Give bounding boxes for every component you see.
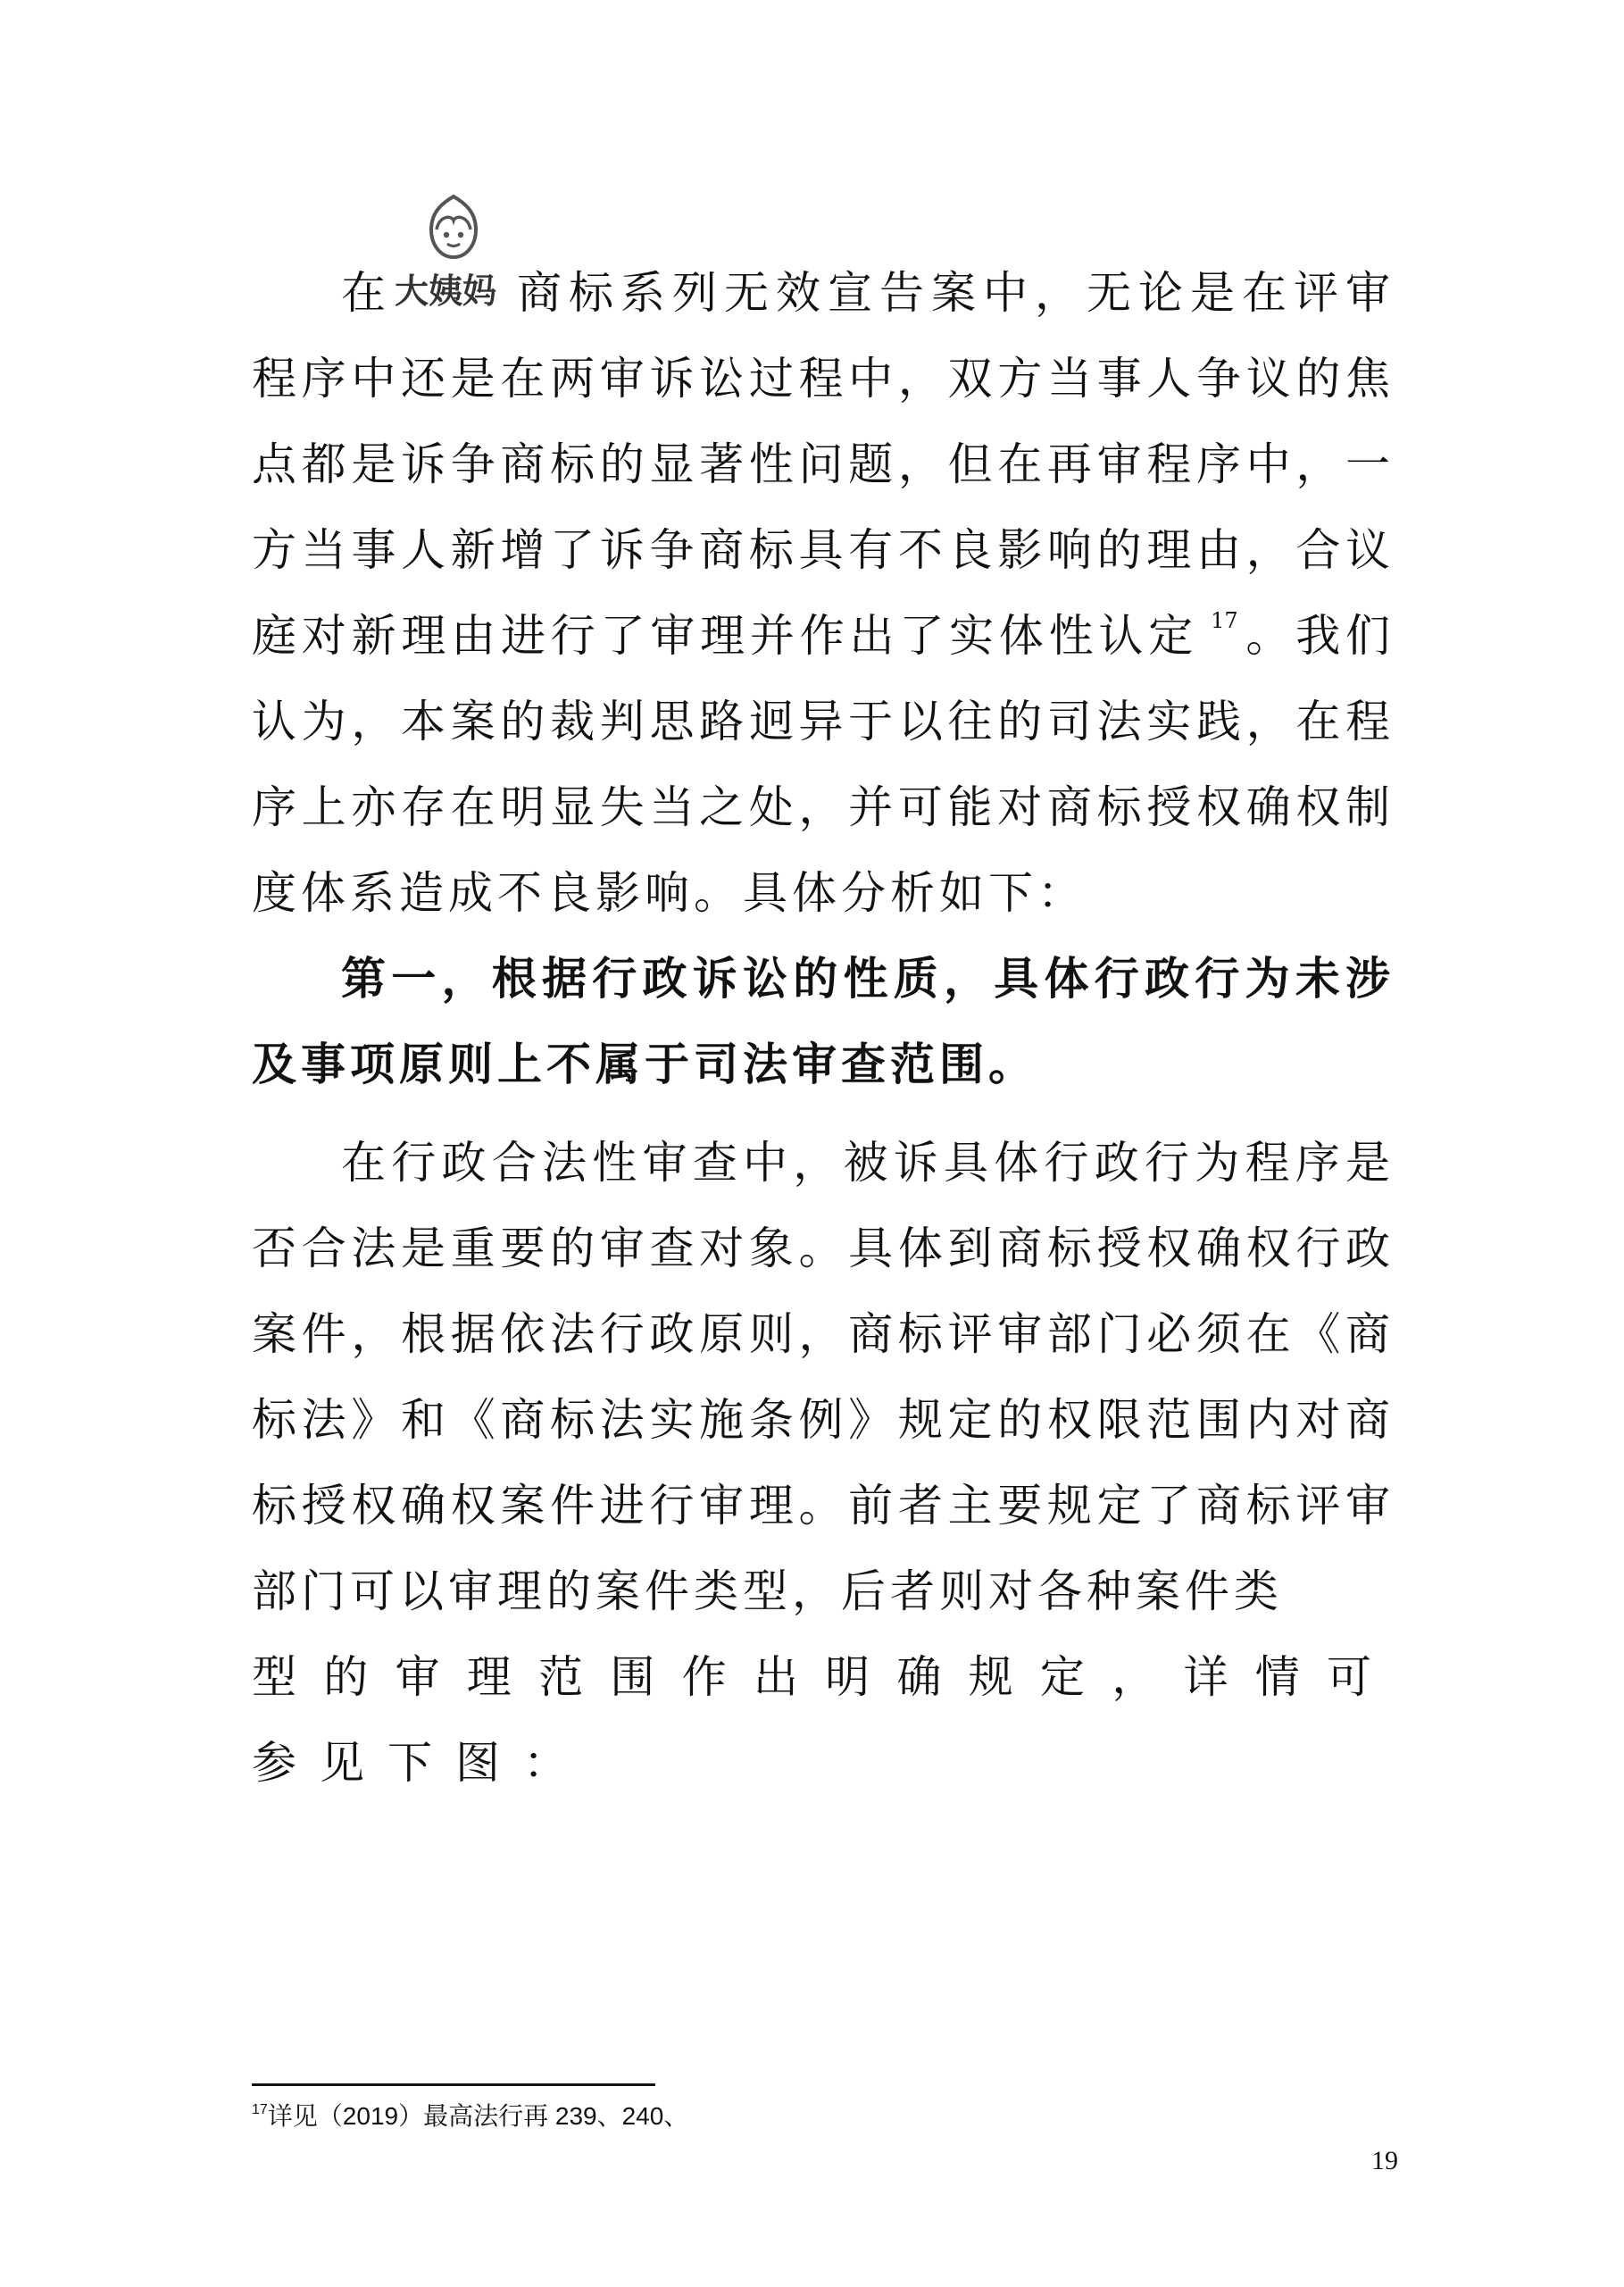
cartoon-face-logo-icon [425, 194, 482, 262]
footnote-mark: 17 [252, 2102, 268, 2117]
page-number: 19 [1371, 2146, 1398, 2175]
paragraph-2 [252, 1120, 1395, 1634]
footnote [252, 2100, 688, 2133]
logo-lettering: 大姨妈 [395, 271, 497, 311]
footnote-divider [252, 2083, 655, 2086]
footnote-text: 详见（2019）最高法行再 239、240、 [267, 2102, 689, 2130]
body-text [252, 250, 1395, 1806]
paragraph-1 [252, 250, 1395, 936]
paragraph-2-body: 在行政合法性审查中，被诉具体行政行为程序是否合法是重要的审查对象。具体到商标授权确权行政案件，根据依法行政原则，商标评审部门必须在《商标法》和《商标法实施条例》规定的权限范围内对商标授权确权案件进行审理。前者主要规定了商标评审部门可以审理的案件类型，后者则对各种案件类 [252, 1137, 1395, 1617]
section-heading: 第一，根据行政诉讼的性质，具体行政行为未涉及事项原则上不属于司法审查范围。 [252, 952, 1395, 1090]
footnote-reference[interactable]: 17 [1211, 608, 1238, 633]
paragraph-1-body: 商标系列无效宣告案中，无论是在评审程序中还是在两审诉讼过程中，双方当事人争议的焦点都是诉争商标的显著性问题，但在再审程序中，一方当事人新增了诉争商标具有不良影响的理由，合议庭对新理由进行了审理并作出了实体性认定 [252, 267, 1395, 662]
trademark-logo [395, 258, 512, 312]
paragraph-1-start: 在 [341, 267, 393, 319]
paragraph-1-end: 。我们认为，本案的裁判思路迥异于以往的司法实践，在程序上亦存在明显失当之处，并可能对商标授权确权制度体系造成不良影响。具体分析如下： [252, 610, 1395, 919]
paragraph-2-last-line: 型的审理范围作出明确规定，详情可参见下图： [252, 1651, 1395, 1789]
